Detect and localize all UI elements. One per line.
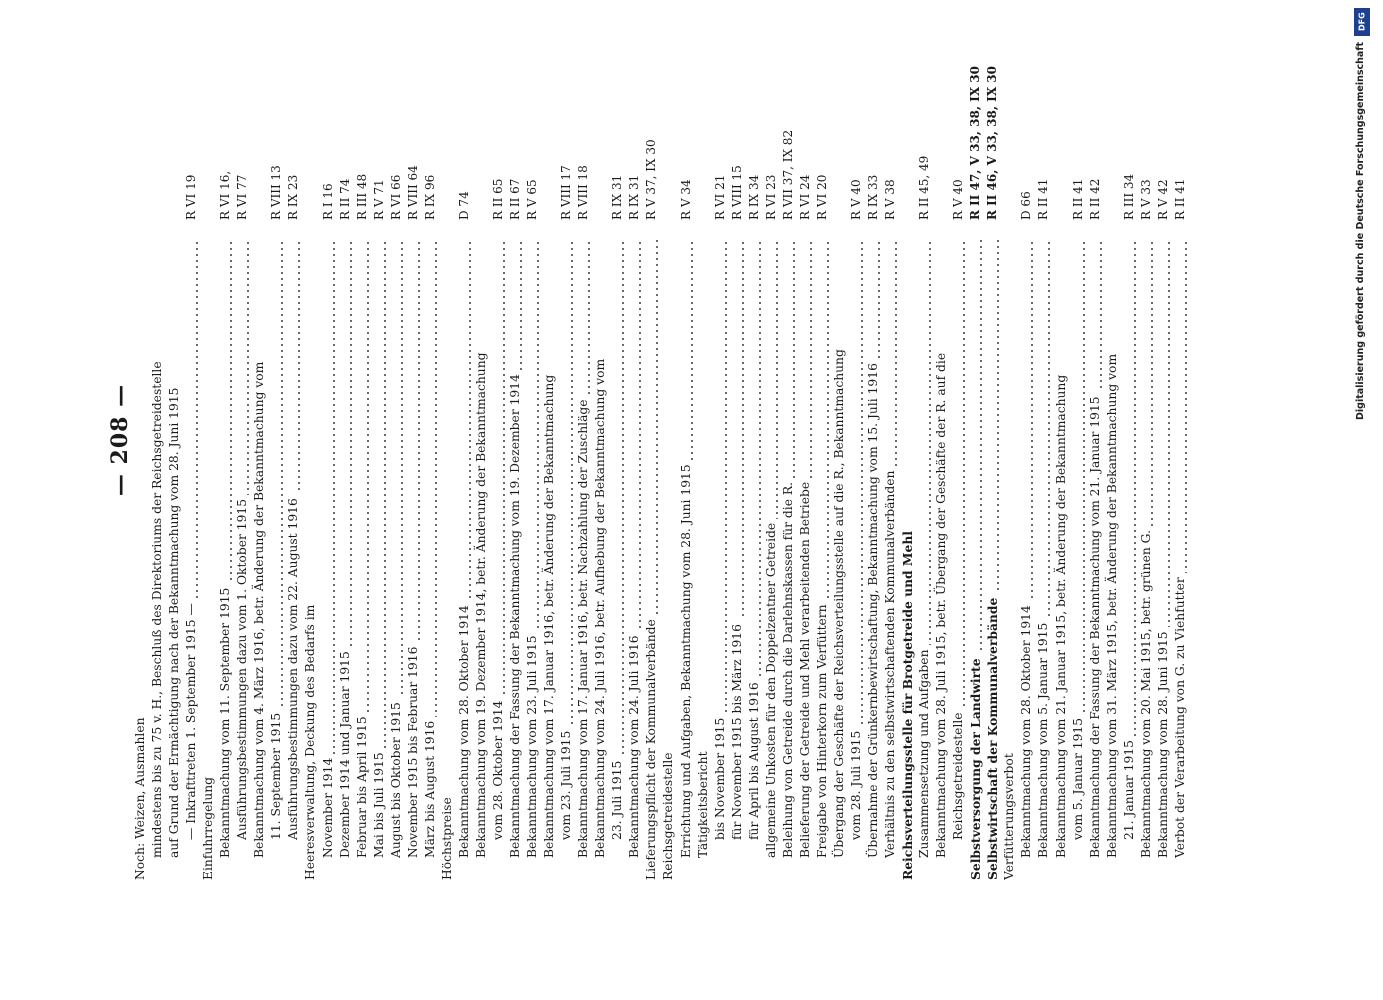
entry-text: Bekanntmachung vom 20. Mai 1915, betr. grünen G. xyxy=(1138,240,1155,858)
entry-reference: R V 71 xyxy=(371,179,386,220)
entry-reference: R VI 16, xyxy=(218,170,233,220)
entry-text: März bis August 1916 xyxy=(422,240,439,858)
index-entry xyxy=(473,0,490,880)
index-entry xyxy=(695,0,712,880)
index-entry xyxy=(490,0,507,880)
index-entry xyxy=(609,0,626,880)
entry-reference: R II 41 xyxy=(1070,178,1085,220)
entry-text: Reichsgetreidestelle xyxy=(950,240,967,840)
index-entry xyxy=(916,0,933,880)
entry-text: Februar bis April 1915 xyxy=(354,240,371,858)
entry-text: Bekanntmachung vom 24. Juli 1916, betr. Aufhebung der Bekanntmachung vom xyxy=(593,358,608,858)
index-entry xyxy=(882,0,899,880)
entry-text: bis November 1915 xyxy=(712,240,729,840)
entry-reference: R II 45, 49 xyxy=(917,155,932,220)
entry-text: Selbstwirtschaft der Kommunalverbände xyxy=(984,240,1001,880)
entry-text: Bekanntmachung vom 28. Juni 1915 xyxy=(1155,240,1172,858)
index-entry xyxy=(524,0,541,880)
index-list xyxy=(132,0,1189,880)
entry-text: Zusammensetzung und Aufgaben xyxy=(916,240,933,858)
index-entry xyxy=(337,0,354,880)
index-entry xyxy=(268,0,285,880)
index-entry xyxy=(439,0,456,880)
entry-text: Beleihung von Getreide durch die Darlehnskassen für die R. xyxy=(780,240,797,858)
entry-reference: R VI 23 xyxy=(763,174,778,220)
entry-text: Ausführungsbestimmungen dazu vom 22. August 1916 xyxy=(285,240,302,840)
entry-text: Bekanntmachung vom 5. Januar 1915 xyxy=(1035,240,1052,858)
index-entry xyxy=(1172,0,1189,880)
entry-reference: R IX 31 xyxy=(610,174,625,220)
entry-text: auf Grund der Ermächtigung nach der Bekanntmachung vom 28. Juni 1915 xyxy=(167,387,182,858)
entry-text: Verfütterungsverbot xyxy=(1002,753,1017,880)
entry-text: 23. Juli 1915 xyxy=(609,240,626,840)
index-entry xyxy=(1121,0,1138,880)
entry-reference: R V 33 xyxy=(1138,179,1153,220)
index-entry xyxy=(712,0,729,880)
entry-reference: R II 74 xyxy=(337,178,352,220)
index-entry xyxy=(371,0,388,880)
entry-text: November 1915 bis Februar 1916 xyxy=(405,240,422,858)
entry-text: Bekanntmachung vom 31. März 1915, betr. Änderung der Bekanntmachung vom xyxy=(1104,353,1119,858)
entry-text: Errichtung und Aufgaben, Bekanntmachung vom 28. Juni 1915 xyxy=(678,240,695,858)
entry-text: Dezember 1914 und Januar 1915 xyxy=(337,240,354,858)
index-entry xyxy=(320,0,337,880)
entry-reference: R IX 96 xyxy=(422,174,437,220)
index-entry xyxy=(831,0,848,880)
watermark-text: Digitalisierung gefördert durch die Deutsche Forschungsgemeinschaft xyxy=(1355,42,1366,420)
index-entry xyxy=(302,0,319,880)
entry-reference: D 66 xyxy=(1019,191,1034,220)
index-entry xyxy=(967,0,984,880)
entry-text: Reichsgetreidestelle xyxy=(661,752,676,880)
page-number: — 208 — xyxy=(107,383,133,497)
entry-reference: R IX 31 xyxy=(627,174,642,220)
index-entry xyxy=(234,0,251,880)
entry-reference: R IX 34 xyxy=(746,174,761,220)
index-entry xyxy=(933,0,950,880)
entry-reference: R II 41 xyxy=(1036,178,1051,220)
entry-text: Bekanntmachung vom 17. Januar 1916, betr. Änderung der Bekanntmachung xyxy=(542,374,557,858)
entry-reference: R VIII 15 xyxy=(729,165,744,220)
entry-text: Bekanntmachung vom 23. Juli 1915 xyxy=(524,240,541,858)
index-entry xyxy=(899,0,916,880)
entry-text: — Inkrafttreten 1. September 1915 — xyxy=(183,240,200,840)
entry-text: November 1914 xyxy=(320,240,337,858)
index-entry xyxy=(592,0,609,880)
entry-text: für November 1915 bis März 1916 xyxy=(729,240,746,840)
index-entry xyxy=(183,0,200,880)
index-entry xyxy=(405,0,422,880)
entry-text: allgemeine Unkosten für den Doppelzentner Getreide xyxy=(763,240,780,858)
entry-reference: R III 34 xyxy=(1121,173,1136,220)
index-entry xyxy=(285,0,302,880)
entry-reference: D 74 xyxy=(456,191,471,220)
entry-text: Bekanntmachung der Fassung der Bekanntmachung vom 21. Januar 1915 xyxy=(1087,240,1104,858)
entry-text: Bekanntmachung vom 11. September 1915 xyxy=(217,240,234,858)
entry-text: Übernahme der Grünkernbewirtschaftung, Bekanntmachung vom 15. Juli 1916 xyxy=(865,240,882,858)
index-entry xyxy=(1001,0,1018,880)
entry-text: Mai bis Juli 1915 xyxy=(371,240,388,858)
index-entry xyxy=(422,0,439,880)
index-entry xyxy=(575,0,592,880)
entry-text: 11. September 1915 xyxy=(268,240,285,840)
index-entry xyxy=(507,0,524,880)
entry-reference: R VI 20 xyxy=(814,174,829,220)
index-entry xyxy=(456,0,473,880)
index-entry xyxy=(746,0,763,880)
index-entry xyxy=(865,0,882,880)
index-entry xyxy=(660,0,677,880)
index-entry xyxy=(984,0,1001,880)
index-entry xyxy=(814,0,831,880)
index-entry xyxy=(950,0,967,880)
entry-text: Ausführungsbestimmungen dazu vom 1. Oktober 1915 xyxy=(234,240,251,840)
index-entry xyxy=(217,0,234,880)
index-entry xyxy=(166,0,183,880)
index-entry xyxy=(626,0,643,880)
entry-reference: R II 65 xyxy=(490,178,505,220)
entry-reference: R VIII 64 xyxy=(405,165,420,220)
entry-text: Bekanntmachung vom 19. Dezember 1914, betr. Änderung der Bekanntmachung xyxy=(473,352,488,858)
entry-reference: R VII 37, IX 82 xyxy=(780,129,795,220)
index-entry xyxy=(848,0,865,880)
entry-reference: R VI 77 xyxy=(235,174,250,220)
entry-reference: R V 40 xyxy=(848,179,863,220)
entry-text: Lieferungspflicht der Kommunalverbände xyxy=(643,240,660,880)
entry-text: Freigabe von Hinterkorn zum Verfüttern xyxy=(814,240,831,858)
entry-text: Verbot der Verarbeitung von G. zu Viehfutter xyxy=(1172,240,1189,858)
entry-reference: R V 37, IX 30 xyxy=(644,139,659,220)
index-entry xyxy=(797,0,814,880)
entry-text: Bekanntmachung vom 4. März 1916, betr. Änderung der Bekanntmachung vom xyxy=(252,361,267,858)
dfg-logo: DFG xyxy=(1354,8,1370,36)
entry-text: August bis Oktober 1915 xyxy=(388,240,405,858)
entry-text: Noch: Weizen, Ausmahlen xyxy=(133,717,147,880)
entry-text: Höchstpreise xyxy=(439,797,454,880)
index-entry xyxy=(388,0,405,880)
entry-reference: R VI 66 xyxy=(388,174,403,220)
entry-reference: R II 67 xyxy=(508,178,523,220)
index-entry xyxy=(1035,0,1052,880)
entry-reference: R II 42 xyxy=(1087,178,1102,220)
entry-reference: R V 34 xyxy=(678,179,693,220)
index-entry xyxy=(780,0,797,880)
index-entry xyxy=(541,0,558,880)
entry-text: Bekanntmachung vom 17. Januar 1916, betr. Nachzahlung der Zuschläge xyxy=(575,240,592,858)
index-entry xyxy=(1138,0,1155,880)
index-entry xyxy=(1087,0,1104,880)
entry-reference: R V 40 xyxy=(951,179,966,220)
entry-text: 21. Januar 1915 xyxy=(1121,240,1138,840)
index-entry xyxy=(1053,0,1070,880)
index-entry xyxy=(729,0,746,880)
index-entry xyxy=(558,0,575,880)
entry-text: Bekanntmachung vom 24. Juli 1916 xyxy=(626,240,643,858)
entry-text: Bekanntmachung der Fassung der Bekanntmachung vom 19. Dezember 1914 xyxy=(507,240,524,858)
index-entry xyxy=(149,0,166,880)
entry-text: für April bis August 1916 xyxy=(746,240,763,840)
entry-text: Übergang der Geschäfte der Reichsverteilungsstelle auf die R., Bekanntmachung xyxy=(831,349,846,858)
entry-text: vom 28. Oktober 1914 xyxy=(490,240,507,840)
entry-text: Verhältnis zu den selbstwirtschaftenden Kommunalverbänden xyxy=(882,240,899,858)
index-entry xyxy=(678,0,695,880)
index-entry xyxy=(251,0,268,880)
entry-text: Bekanntmachung vom 28. Oktober 1914 xyxy=(1018,240,1035,858)
entry-text: Bekanntmachung vom 28. Juli 1915, betr. Übergang der Geschäfte der R. auf die xyxy=(934,352,949,858)
entry-reference: R II 46, V 33, 38, IX 30 xyxy=(985,65,1000,220)
entry-text: Tätigkeitsbericht xyxy=(695,751,710,858)
entry-reference: R IX 23 xyxy=(286,174,301,220)
entry-text: mindestens bis zu 75 v. H., Beschluß des Direktoriums der Reichsgetreidestelle xyxy=(150,361,165,858)
entry-reference: R II 41 xyxy=(1172,178,1187,220)
entry-text: Bekanntmachung vom 21. Januar 1915, betr. Änderung der Bekanntmachung xyxy=(1053,374,1068,858)
entry-reference: R VIII 17 xyxy=(559,165,574,220)
entry-text: vom 28. Juli 1915 xyxy=(848,240,865,840)
entry-reference: R II 47, V 33, 38, IX 30 xyxy=(968,65,983,220)
index-entry xyxy=(1104,0,1121,880)
entry-reference: R VI 21 xyxy=(712,174,727,220)
index-entry xyxy=(1155,0,1172,880)
entry-reference: R VIII 18 xyxy=(576,165,591,220)
entry-reference: R I 16 xyxy=(320,183,335,220)
entry-text: Bekanntmachung vom 28. Oktober 1914 xyxy=(456,240,473,858)
entry-text: Heeresverwaltung, Deckung des Bedarfs im xyxy=(303,604,318,880)
entry-text: Belieferung der Getreide und Mehl verarbeitenden Betriebe xyxy=(797,240,814,858)
entry-reference: R III 48 xyxy=(354,173,369,220)
index-entry xyxy=(1018,0,1035,880)
entry-reference: R IX 33 xyxy=(866,174,881,220)
index-entry xyxy=(132,0,149,880)
index-entry xyxy=(200,0,217,880)
index-entry xyxy=(643,0,660,880)
rotated-page xyxy=(100,0,1330,880)
entry-text: vom 5. Januar 1915 xyxy=(1070,240,1087,840)
entry-reference: R VIII 13 xyxy=(269,165,284,220)
entry-reference: R V 65 xyxy=(525,179,540,220)
index-entry xyxy=(354,0,371,880)
dfg-watermark xyxy=(1353,8,1373,420)
entry-text: Selbstversorgung der Landwirte xyxy=(967,240,984,880)
entry-reference: R VI 19 xyxy=(184,174,199,220)
entry-reference: R VI 24 xyxy=(797,174,812,220)
entry-text: Reichsverteilungsstelle für Brotgetreide und Mehl xyxy=(900,531,916,880)
entry-reference: R V 42 xyxy=(1155,179,1170,220)
entry-text: Einfuhrregelung xyxy=(201,776,216,880)
entry-reference: R V 38 xyxy=(883,179,898,220)
index-entry xyxy=(1070,0,1087,880)
entry-text: vom 23. Juli 1915 xyxy=(558,240,575,840)
index-entry xyxy=(763,0,780,880)
